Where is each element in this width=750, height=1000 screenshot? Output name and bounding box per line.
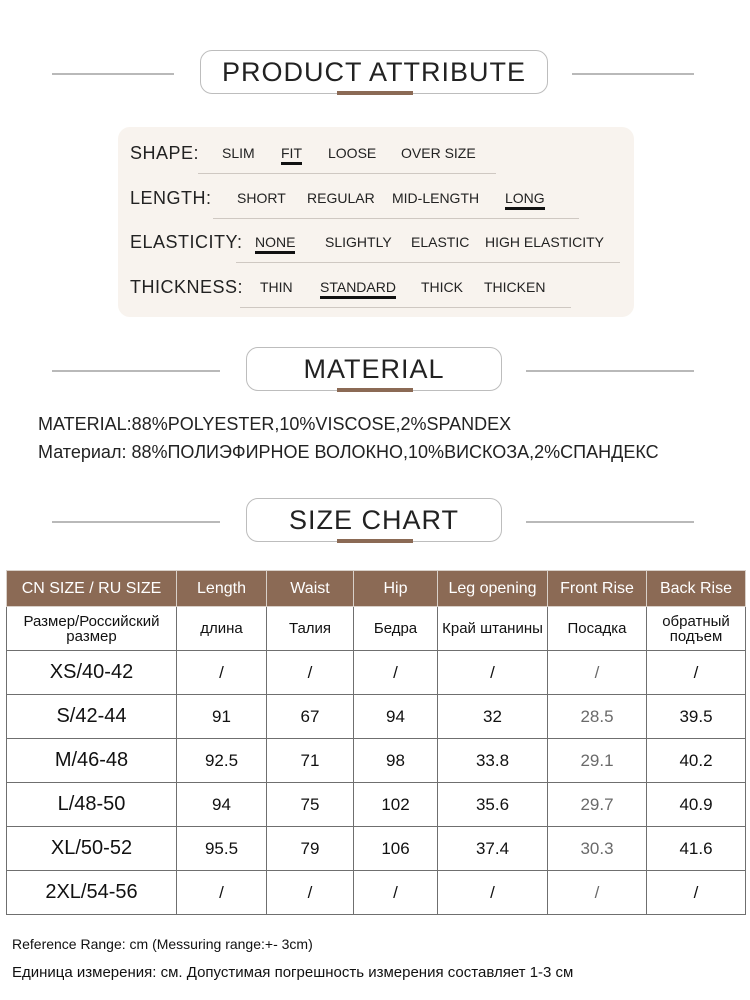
measure-cell: 41.6 xyxy=(647,827,746,871)
measure-cell: / xyxy=(438,871,548,915)
measure-cell: / xyxy=(438,651,548,695)
product-attribute-title: PRODUCT ATTRIBUTE xyxy=(200,50,548,94)
col-header: Hip xyxy=(354,571,438,607)
measure-cell: / xyxy=(647,651,746,695)
size-cell: XS/40-42 xyxy=(7,651,177,695)
measure-cell: 98 xyxy=(354,739,438,783)
measure-cell: / xyxy=(177,871,267,915)
table-row xyxy=(7,871,746,915)
size-cell: M/46-48 xyxy=(7,739,177,783)
measurement-note-russian: Единица измерения: см. Допустимая погрешность измерения составляет 1-3 см xyxy=(12,964,574,981)
reference-range-note: Reference Range: cm (Messuring range:+- 3cm) xyxy=(12,936,313,952)
table-row xyxy=(7,827,746,871)
measure-cell: / xyxy=(267,871,354,915)
divider-line xyxy=(526,370,694,372)
attr-baseline xyxy=(236,262,620,263)
material-english: MATERIAL:88%POLYESTER,10%VISCOSE,2%SPANDEX xyxy=(38,414,512,434)
measure-cell: 94 xyxy=(354,695,438,739)
attr-option: ELASTIC xyxy=(411,234,470,250)
attr-row-elasticity xyxy=(118,228,634,258)
col-header: Leg opening xyxy=(438,571,548,607)
attribute-panel xyxy=(118,127,634,317)
measure-cell: 79 xyxy=(267,827,354,871)
measure-cell: 75 xyxy=(267,783,354,827)
product-attribute-header xyxy=(0,50,750,98)
divider-line xyxy=(52,370,220,372)
measure-cell: 106 xyxy=(354,827,438,871)
table-ru-header-row xyxy=(7,607,746,651)
attr-label: ELASTICITY: xyxy=(130,232,243,252)
measure-cell: 32 xyxy=(438,695,548,739)
attr-baseline xyxy=(240,307,571,308)
ru-col-header: длина xyxy=(177,607,267,651)
attr-option: LOOSE xyxy=(328,145,377,161)
attr-option: OVER SIZE xyxy=(401,145,476,161)
attr-option-selected: STANDARD xyxy=(320,279,396,295)
col-header: Front Rise xyxy=(548,571,647,607)
attr-option: SLIM xyxy=(222,145,255,161)
ru-col-header: Талия xyxy=(267,607,354,651)
attr-baseline xyxy=(198,173,496,174)
col-header: Waist xyxy=(267,571,354,607)
measure-cell: / xyxy=(647,871,746,915)
measure-cell: 91 xyxy=(177,695,267,739)
table-header-row xyxy=(7,571,746,607)
measure-cell: 30.3 xyxy=(548,827,647,871)
measure-cell: 71 xyxy=(267,739,354,783)
title-accent xyxy=(337,539,413,543)
measure-cell: / xyxy=(177,651,267,695)
col-header: Length xyxy=(177,571,267,607)
attr-option: REGULAR xyxy=(307,190,375,206)
ru-col-header: Край штанины xyxy=(438,607,548,651)
measure-cell: 37.4 xyxy=(438,827,548,871)
measure-cell: 67 xyxy=(267,695,354,739)
divider-line xyxy=(572,73,694,75)
table-row xyxy=(7,695,746,739)
attr-option: SHORT xyxy=(237,190,286,206)
attr-option: HIGH ELASTICITY xyxy=(485,234,605,250)
material-header xyxy=(0,347,750,395)
measure-cell: 35.6 xyxy=(438,783,548,827)
attr-option-selected: LONG xyxy=(505,190,545,206)
attr-row-shape xyxy=(118,139,634,169)
measure-cell: / xyxy=(548,651,647,695)
divider-line xyxy=(52,73,174,75)
size-cell: L/48-50 xyxy=(7,783,177,827)
measure-cell: 92.5 xyxy=(177,739,267,783)
measure-cell: 39.5 xyxy=(647,695,746,739)
attr-label: SHAPE: xyxy=(130,143,200,163)
ru-col-header: Размер/Российский размер xyxy=(7,607,177,651)
attr-option-selected: NONE xyxy=(255,234,296,250)
attr-option-selected: FIT xyxy=(281,145,302,161)
attr-label: THICKNESS: xyxy=(130,277,244,297)
measure-cell: 33.8 xyxy=(438,739,548,783)
measure-cell: / xyxy=(267,651,354,695)
attr-label: LENGTH: xyxy=(130,188,212,208)
measure-cell: 40.9 xyxy=(647,783,746,827)
size-cell: XL/50-52 xyxy=(7,827,177,871)
size-chart-title: SIZE CHART xyxy=(246,498,502,542)
size-chart-header xyxy=(0,498,750,546)
measure-cell: 102 xyxy=(354,783,438,827)
measure-cell: 29.1 xyxy=(548,739,647,783)
table-row xyxy=(7,783,746,827)
ru-col-header: Бедра xyxy=(354,607,438,651)
attr-option: THICK xyxy=(421,279,463,295)
measure-cell: / xyxy=(548,871,647,915)
ru-col-header: обратный подъем xyxy=(647,607,746,651)
measure-cell: 28.5 xyxy=(548,695,647,739)
attr-option: THICKEN xyxy=(484,279,546,295)
attr-option: THIN xyxy=(260,279,293,295)
divider-line xyxy=(526,521,694,523)
size-cell: 2XL/54-56 xyxy=(7,871,177,915)
material-russian: Материал: 88%ПОЛИЭФИРНОЕ ВОЛОКНО,10%ВИСКОЗА,2%СПАНДЕКС xyxy=(38,442,659,462)
table-row xyxy=(7,651,746,695)
measure-cell: 94 xyxy=(177,783,267,827)
measure-cell: / xyxy=(354,651,438,695)
measure-cell: 29.7 xyxy=(548,783,647,827)
ru-col-header: Посадка xyxy=(548,607,647,651)
attr-row-length xyxy=(118,184,634,214)
title-accent xyxy=(337,388,413,392)
material-title: MATERIAL xyxy=(246,347,502,391)
size-cell: S/42-44 xyxy=(7,695,177,739)
size-chart-table xyxy=(6,570,746,915)
attr-option: SLIGHTLY xyxy=(325,234,392,250)
table-row xyxy=(7,739,746,783)
divider-line xyxy=(52,521,220,523)
title-accent xyxy=(337,91,413,95)
measure-cell: / xyxy=(354,871,438,915)
attr-baseline xyxy=(213,218,579,219)
attr-row-thickness xyxy=(118,273,634,303)
measure-cell: 95.5 xyxy=(177,827,267,871)
measure-cell: 40.2 xyxy=(647,739,746,783)
col-header: CN SIZE / RU SIZE xyxy=(7,571,177,607)
col-header: Back Rise xyxy=(647,571,746,607)
attr-option: MID-LENGTH xyxy=(392,190,480,206)
